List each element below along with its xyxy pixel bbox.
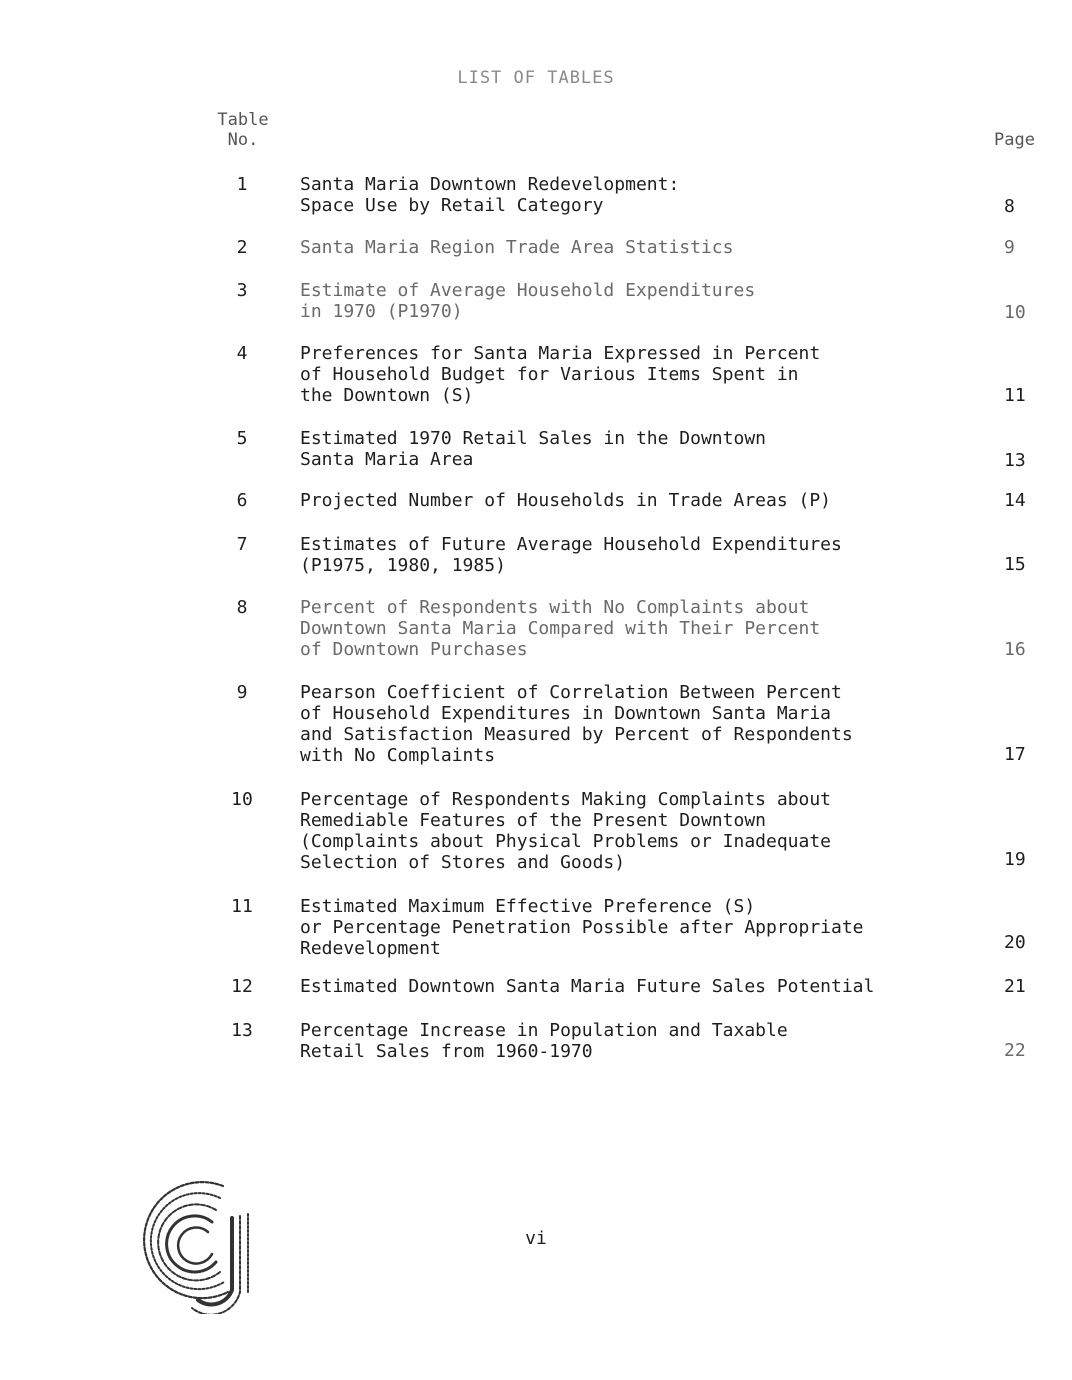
entry-title: Pearson Coefficient of Correlation Between Percent of Household Expenditures in Downtown Santa Maria and Satisfaction Measured by Percent of Respondents with No Complaints [300,682,853,766]
entry-number: 11 [231,896,253,917]
entry-number: 4 [236,343,248,364]
entry-number: 2 [236,237,248,258]
entry-title: Estimate of Average Household Expenditures in 1970 (P1970) [300,280,756,322]
entry-page: 14 [1004,490,1026,511]
entry-page: 20 [1004,932,1026,953]
entry-number: 8 [236,597,248,618]
entry-page: 17 [1004,744,1026,765]
column-header-line-2: No. [227,130,259,150]
entry-number: 6 [236,490,248,511]
entry-number: 12 [231,976,253,997]
entry-page: 13 [1004,450,1026,471]
entry-number: 3 [236,280,248,301]
entry-title: Santa Maria Region Trade Area Statistics [300,237,734,258]
page-column-header: Page [994,130,1035,150]
column-header-line-1: Table [217,110,269,130]
page-number: vi [525,1228,547,1249]
entry-number: 10 [231,789,253,810]
page-title: LIST OF TABLES [457,68,615,88]
entry-number: 7 [236,534,248,555]
entry-title: Estimated Maximum Effective Preference (S) or Percentage Penetration Possible after Appropriate Redevelopment [300,896,864,959]
entry-title: Percent of Respondents with No Complaints about Downtown Santa Maria Compared with Their Percent of Downtown Purchases [300,597,821,660]
entry-page: 19 [1004,849,1026,870]
entry-number: 1 [236,174,248,195]
entry-number: 9 [236,682,248,703]
entry-number: 5 [236,428,248,449]
entry-title: Santa Maria Downtown Redevelopment: Space Use by Retail Category [300,174,680,216]
entry-title: Projected Number of Households in Trade Areas (P) [300,490,832,511]
entry-title: Estimated 1970 Retail Sales in the Downtown Santa Maria Area [300,428,766,470]
entry-title: Percentage of Respondents Making Complaints about Remediable Features of the Present Downtown (Complaints about Physical Problems or Inadequate Selection of Stores and Goods) [300,789,832,873]
entry-page: 10 [1004,302,1026,323]
table-number-column-header [208,110,278,150]
entry-title: Preferences for Santa Maria Expressed in Percent of Household Budget for Various Items Spent in the Downtown (S) [300,343,821,406]
entry-page: 9 [1004,237,1015,258]
entry-number: 13 [231,1020,253,1041]
entry-page: 16 [1004,639,1026,660]
entry-page: 11 [1004,385,1026,406]
entry-title: Percentage Increase in Population and Taxable Retail Sales from 1960-1970 [300,1020,788,1062]
entry-page: 8 [1004,196,1015,217]
entry-page: 22 [1004,1040,1026,1061]
entry-page: 21 [1004,976,1026,997]
entry-page: 15 [1004,554,1026,575]
entry-title: Estimated Downtown Santa Maria Future Sales Potential [300,976,875,997]
entry-title: Estimates of Future Average Household Expenditures (P1975, 1980, 1985) [300,534,842,576]
